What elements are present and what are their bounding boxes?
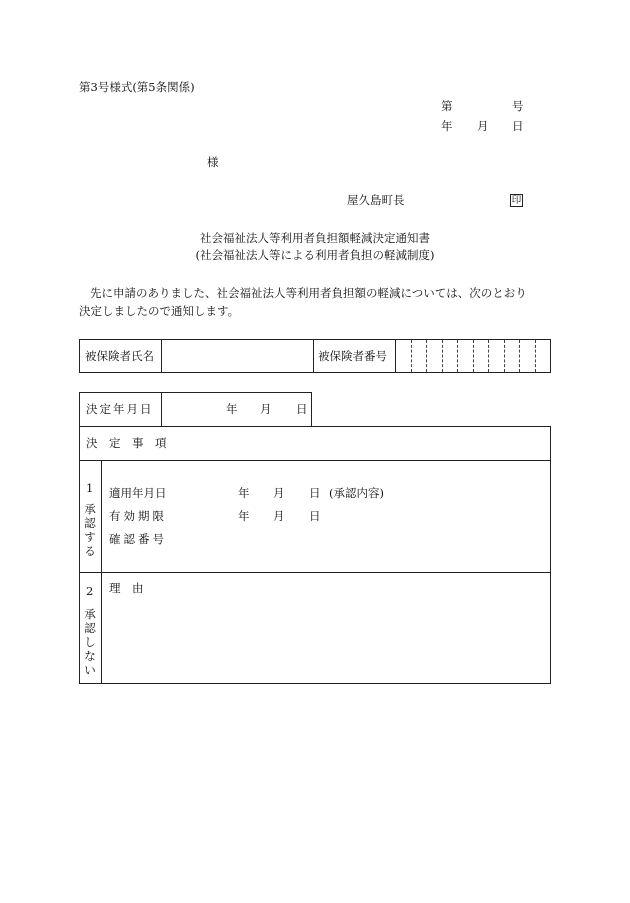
body-line-1: 先に申請のありました、社会福祉法人等利用者負担額の軽減については、次のとおり [90,286,527,300]
addressee-suffix: 様 [207,155,219,169]
valid-period-day: 日 [309,509,321,523]
approve-number: 1 [86,481,94,495]
decision-matters-header: 決 定 事 項 [86,436,167,450]
decision-date-day: 日 [296,402,308,416]
body-line-2: 決定しましたので通知します。 [79,304,240,318]
valid-period-year: 年 [238,509,250,523]
doc-number-suffix: 号 [512,99,524,113]
approval-detail: (承認内容) [329,486,384,500]
decision-date-label: 決定年月日 [86,402,154,416]
insured-name-field[interactable] [164,343,310,369]
applied-date-year: 年 [238,486,250,500]
decision-date-year: 年 [226,402,238,416]
decision-date-month: 月 [260,402,272,416]
confirm-number-label: 確認番号 [109,532,167,546]
deny-label: 承認しない [84,607,96,677]
insured-table [79,339,551,373]
doc-date-year: 年 [441,119,453,133]
decision-date-table [79,392,312,427]
reason-field[interactable] [106,599,546,679]
page-title: 社会福祉法人等利用者負担額軽減決定通知書 [200,231,430,245]
decision-matters-table [79,426,551,684]
applied-date-month: 月 [273,486,285,500]
doc-date-day: 日 [512,119,524,133]
insured-name-label: 被保険者氏名 [85,349,154,363]
seal-mark: 印 [511,195,522,206]
issuer: 屋久島町長 [347,193,405,207]
deny-number: 2 [86,584,94,598]
insured-number-label: 被保険者番号 [318,349,387,363]
reason-label: 理 由 [109,581,144,595]
doc-number-prefix: 第 [441,99,453,113]
applied-date-day: 日 [309,486,321,500]
applied-date-label: 適用年月日 [109,486,167,500]
valid-period-month: 月 [273,509,285,523]
doc-date-month: 月 [477,119,489,133]
form-number: 第3号様式(第5条関係) [79,80,195,94]
insured-number-field[interactable] [398,343,548,369]
valid-period-label: 有効期限 [109,509,167,523]
page-subtitle: (社会福祉法人等による利用者負担の軽減制度) [195,248,435,262]
approve-label: 承認する [84,502,96,558]
